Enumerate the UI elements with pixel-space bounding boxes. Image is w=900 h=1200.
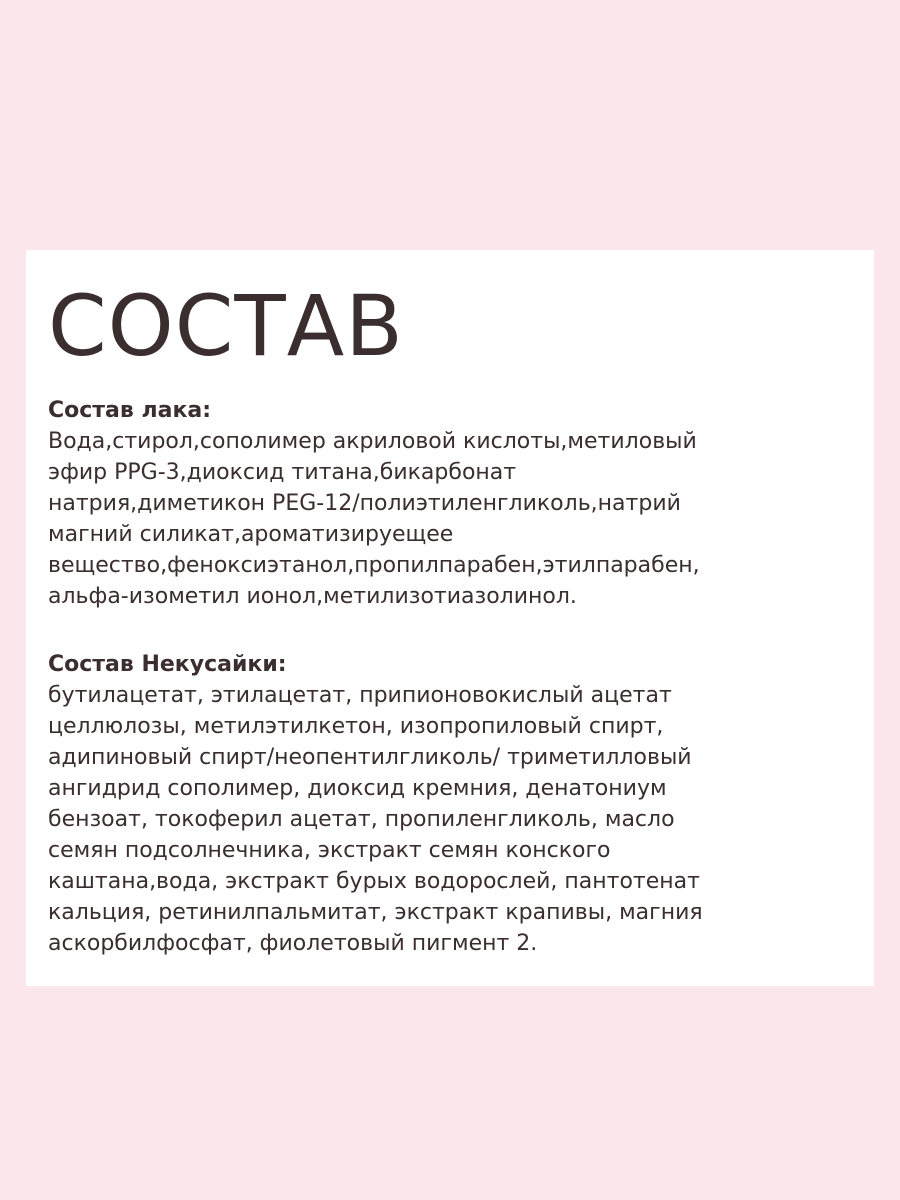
lacquer-composition-section bbox=[48, 396, 852, 612]
lacquer-composition-heading: Состав лака: bbox=[48, 398, 212, 423]
lacquer-composition-text: Вода,стирол,сополимер акриловой кислоты,метиловый эфир PPG-3,диоксид титана,бикарбонат натрия,диметикон PEG-12/полиэтиленгликоль,натрий магний силикат,ароматизируещее вещество,феноксиэтанол,пропилпарабен,этилпарабен, альфа-изометил ионол,метилизотиазолинол. bbox=[48, 429, 700, 609]
content-card bbox=[26, 250, 874, 986]
nekusaika-composition-text: бутилацетат, этилацетат, припионовокислый ацетат целлюлозы, метилэтилкетон, изопропиловый спирт, адипиновый спирт/неопентилгликоль/ триметилловый ангидрид сополимер, диоксид кремния, денатониум бензоат, токоферил ацетат, пропиленгликоль, масло семян подсолнечника, экстракт семян конского каштана,вода, экстракт бурых водорослей, пантотенат кальция, ретинилпальмитат, экстракт крапивы, магния аскорбилфосфат, фиолетовый пигмент 2. bbox=[48, 683, 703, 956]
nekusaika-composition-section bbox=[48, 650, 852, 959]
nekusaika-composition-heading: Состав Некусайки: bbox=[48, 652, 287, 677]
page-title: СОСТАВ bbox=[48, 277, 404, 375]
